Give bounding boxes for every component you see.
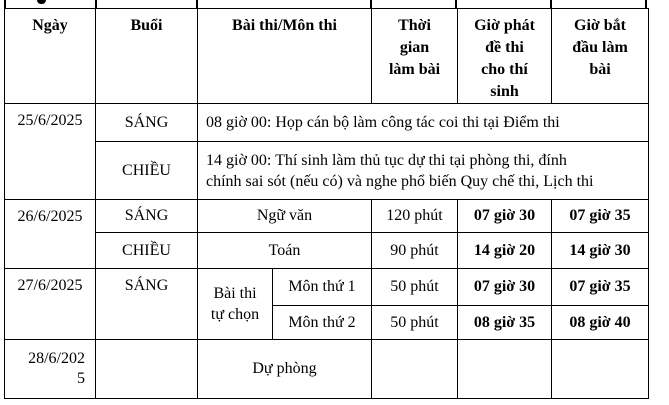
cell-day3-exam2-handout: 08 giờ 35 (458, 306, 552, 340)
header-handout-time: Giờ phát đề thi cho thí sinh (458, 9, 552, 104)
header-start-time: Giờ bắt đầu làm bài (552, 9, 649, 104)
cell-day1-morning-activity: 08 giờ 00: Họp cán bộ làm công tác coi thi tại Điểm thi (198, 104, 649, 142)
cell-day4-session-empty (96, 340, 198, 399)
cell-day2-date: 26/6/2025 (5, 200, 96, 269)
cell-day4-handout-empty (458, 340, 552, 399)
row-day2-morning (5, 200, 649, 233)
row-day2-afternoon (5, 233, 649, 269)
cell-day3-exam1-subject: Môn thứ 1 (273, 269, 372, 306)
cell-day1-morning-session: SÁNG (96, 104, 198, 142)
cell-day2-afternoon-handout: 14 giờ 20 (458, 233, 552, 269)
cell-day2-afternoon-session: CHIỀU (96, 233, 198, 269)
header-row (5, 9, 649, 104)
cell-day1-afternoon-session: CHIỀU (96, 142, 198, 200)
cell-day2-morning-session: SÁNG (96, 200, 198, 233)
cell-day3-exam2-start: 08 giờ 40 (552, 306, 649, 340)
exam-schedule-table (4, 8, 649, 399)
cell-day2-morning-handout: 07 giờ 30 (458, 200, 552, 233)
row-day1-morning (5, 104, 649, 142)
cell-day1-date: 25/6/2025 (5, 104, 96, 200)
cell-day4-duration-empty (372, 340, 458, 399)
cell-day4-note: Dự phòng (198, 340, 372, 399)
cell-day2-morning-duration: 120 phút (372, 200, 458, 233)
row-day1-afternoon (5, 142, 649, 200)
cell-day2-afternoon-subject: Toán (198, 233, 372, 269)
cell-day3-session: SÁNG (96, 269, 198, 340)
cell-day4-start-empty (552, 340, 649, 399)
header-date: Ngày (5, 9, 96, 104)
cut-text-descender-fragment (37, 0, 46, 4)
cell-day1-afternoon-activity: 14 giờ 00: Thí sinh làm thủ tục dự thi tại phòng thi, đính chính sai sót (nếu có) và nghe phổ biến Quy chế thi, Lịch thi (198, 142, 649, 200)
header-duration: Thời gian làm bài (372, 9, 458, 104)
cell-day3-exam2-duration: 50 phút (372, 306, 458, 340)
cell-day3-date: 27/6/2025 (5, 269, 96, 340)
cell-day3-exam1-start: 07 giờ 35 (552, 269, 649, 306)
cell-day2-afternoon-start: 14 giờ 30 (552, 233, 649, 269)
cell-day3-exam2-subject: Môn thứ 2 (273, 306, 372, 340)
row-day3-exam1 (5, 269, 649, 306)
row-day4-reserve (5, 340, 649, 399)
cell-day2-morning-subject: Ngữ văn (198, 200, 372, 233)
header-session: Buổi (96, 9, 198, 104)
cell-day4-date: 28/6/202 5 (5, 340, 96, 399)
cell-day2-morning-start: 07 giờ 35 (552, 200, 649, 233)
cell-day3-group-label: Bài thi tự chọn (198, 269, 273, 340)
cell-day2-afternoon-duration: 90 phút (372, 233, 458, 269)
cell-day3-exam1-duration: 50 phút (372, 269, 458, 306)
header-exam: Bài thi/Môn thi (198, 9, 372, 104)
cell-day3-exam1-handout: 07 giờ 30 (458, 269, 552, 306)
